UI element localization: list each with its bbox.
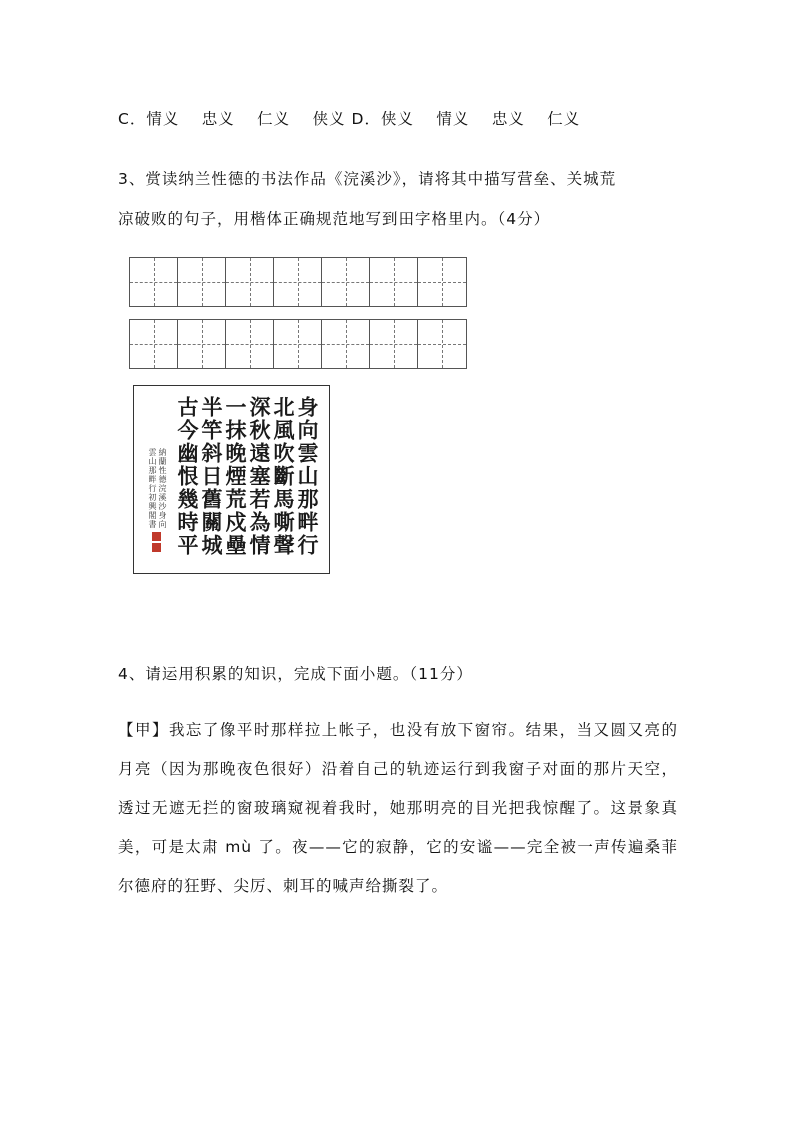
grid-cell[interactable] (274, 320, 322, 368)
calligraphy-signature (148, 448, 167, 529)
answer-options-c-d: C．情义 忠义 仁义 侠义 D．侠义 情义 忠义 仁义 (118, 110, 581, 128)
calligraphy-column: 半竿斜日舊關城 (199, 396, 224, 557)
calligraphy-poem (176, 396, 319, 557)
grid-cell[interactable] (370, 320, 418, 368)
grid-cell[interactable] (226, 320, 274, 368)
grid-cell[interactable] (418, 320, 466, 368)
grid-cell[interactable] (130, 258, 178, 306)
calligraphy-column: 一抹晚煙荒戍壘 (223, 396, 248, 557)
grid-cell[interactable] (178, 258, 226, 306)
tianzi-grid-row-2[interactable] (129, 319, 467, 369)
grid-cell[interactable] (274, 258, 322, 306)
grid-cell[interactable] (178, 320, 226, 368)
question-4-heading: 4、请运用积累的知识，完成下面小题。（11分） (118, 665, 473, 683)
red-seal-icon (152, 543, 161, 552)
grid-cell[interactable] (130, 320, 178, 368)
grid-cell[interactable] (370, 258, 418, 306)
signature-column: 雲山那畔行初興閣書 (148, 448, 157, 529)
grid-cell[interactable] (418, 258, 466, 306)
calligraphy-column: 身向雲山那畔行 (295, 396, 320, 557)
question-3-line-1: 3、赏读纳兰性德的书法作品《浣溪沙》，请将其中描写营垒、关城荒 (118, 170, 617, 188)
red-seal-icon (152, 532, 161, 541)
calligraphy-column: 北風吹斷馬嘶聲 (271, 396, 296, 557)
passage-jia: 【甲】我忘了像平时那样拉上帐子，也没有放下窗帘。结果，当又圆又亮的月亮（因为那晚夜色很好）沿着自己的轨迹运行到我窗子对面的那片天空，透过无遮无拦的窗玻璃窥视着我时，她那明亮的目光把我惊醒了。这景象真美，可是太肃 mù 了。夜——它的寂静，它的安谧——完全被一声传遍桑菲尔德府的狂野、尖厉、刺耳的喊声给撕裂了。 (118, 721, 678, 895)
tianzi-grid-row-1[interactable] (129, 257, 467, 307)
grid-cell[interactable] (226, 258, 274, 306)
signature-column: 納蘭性德浣溪沙身向 (158, 448, 167, 529)
calligraphy-column: 古今幽恨幾時平 (175, 396, 200, 557)
calligraphy-artwork (133, 385, 330, 574)
grid-cell[interactable] (322, 258, 370, 306)
calligraphy-column: 深秋遠塞若為情 (247, 396, 272, 557)
question-3-line-2: 凉破败的句子，用楷体正确规范地写到田字格里内。（4分） (118, 210, 551, 228)
grid-cell[interactable] (322, 320, 370, 368)
